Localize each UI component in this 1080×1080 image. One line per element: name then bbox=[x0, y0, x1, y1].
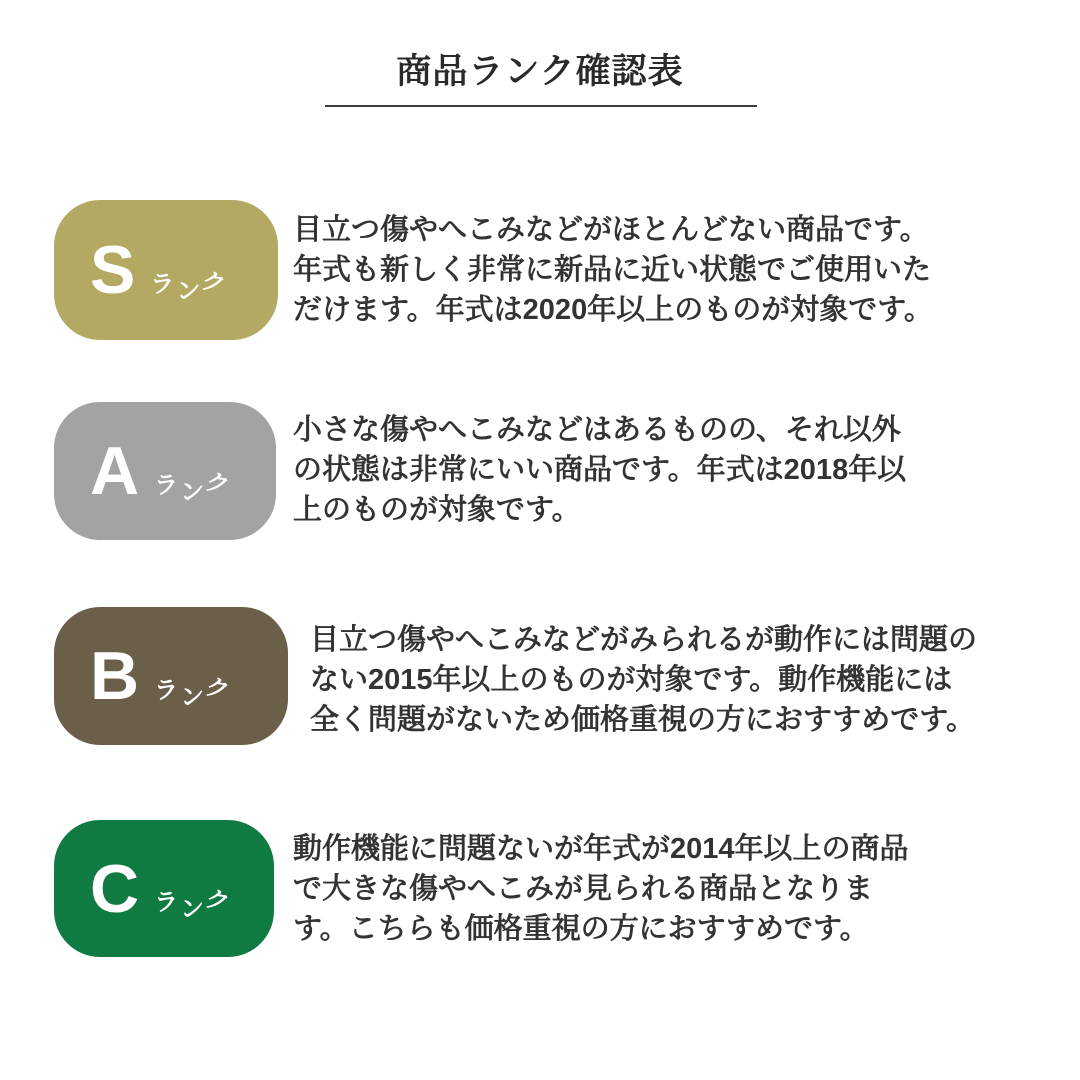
description-line: 年式も新しく非常に新品に近い状態でご使用いた bbox=[293, 254, 932, 286]
description-line: 動作機能に問題ないが年式が2014年以上の商品 bbox=[293, 833, 909, 865]
rank-badge-c bbox=[54, 820, 274, 957]
description-line: 上のものが対象です。 bbox=[293, 494, 581, 526]
rank-letter-a: A bbox=[90, 433, 140, 509]
page-title: 商品ランク確認表 bbox=[396, 52, 684, 91]
description-line: 目立つ傷やへこみなどがほとんどない商品です。 bbox=[293, 214, 929, 246]
rank-suffix-label: ラ ン ク bbox=[154, 885, 233, 923]
rank-letter-c: C bbox=[90, 850, 140, 927]
description-line: 目立つ傷やへこみなどがみられるが動作には問題の bbox=[310, 624, 978, 656]
description-line: の状態は非常にいい商品です。年式は2018年以 bbox=[293, 454, 907, 486]
description-line: で大きな傷やへこみが見られる商品となりま bbox=[293, 873, 874, 905]
description-line: す。こちらも価格重視の方におすすめです。 bbox=[293, 913, 869, 945]
description-line: 全く問題がないため価格重視の方におすすめです。 bbox=[310, 704, 975, 736]
description-line: 小さな傷やへこみなどはあるものの、それ以外 bbox=[293, 414, 901, 446]
rank-description-b bbox=[310, 620, 977, 740]
rank-suffix-label: ラ ン ク bbox=[150, 266, 229, 305]
rank-suffix-label: ラ ン ク bbox=[154, 467, 233, 506]
rank-badge-s bbox=[54, 200, 278, 340]
title-underline bbox=[325, 105, 757, 107]
rank-suffix-label: ラ ン ク bbox=[154, 672, 233, 711]
rank-letter-s: S bbox=[90, 232, 136, 308]
description-line: ない2015年以上のものが対象です。動作機能には bbox=[310, 664, 953, 696]
description-line: だけます。年式は2020年以上のものが対象です。 bbox=[293, 294, 933, 326]
rank-description-a bbox=[293, 410, 906, 530]
rank-badge-b bbox=[54, 607, 288, 745]
rank-badge-a bbox=[54, 402, 276, 540]
rank-description-s bbox=[293, 210, 933, 330]
rank-letter-b: B bbox=[90, 638, 140, 714]
rank-description-c bbox=[293, 829, 909, 949]
